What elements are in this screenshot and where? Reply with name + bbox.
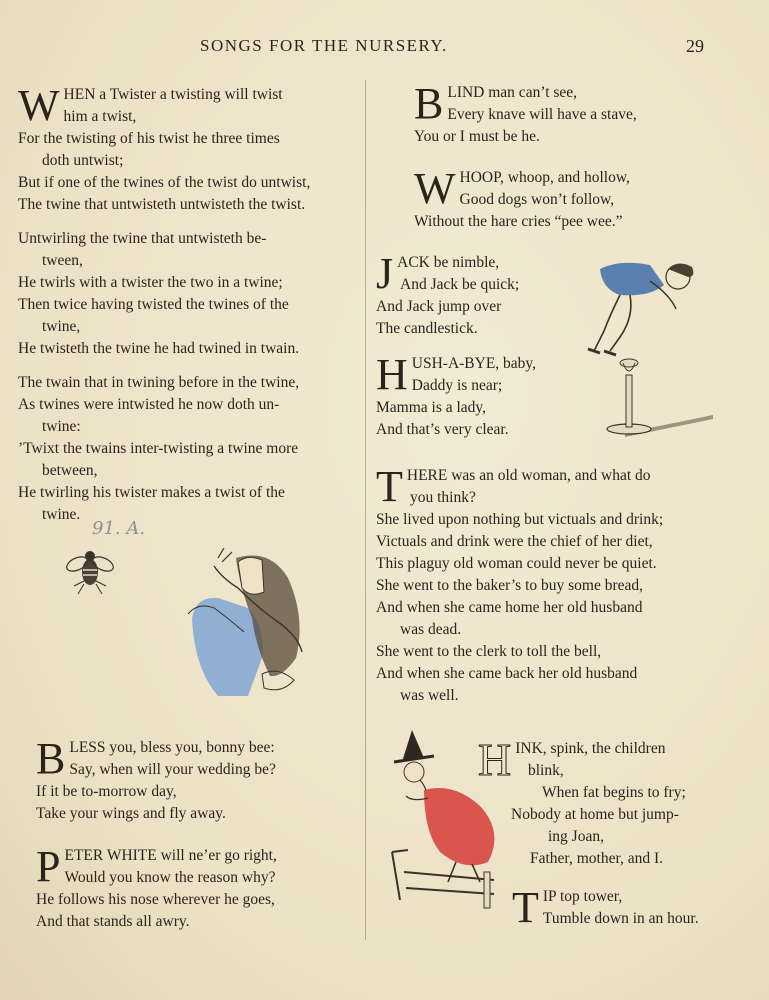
poem-line: you think? (410, 489, 476, 506)
poem-line: The candlestick. (376, 320, 478, 337)
poem-line: Would you know the reason why? (64, 869, 276, 886)
poem-line: And that’s very clear. (376, 421, 509, 438)
running-title: SONGS FOR THE NURSERY. (200, 36, 448, 55)
twister-stanza-2 (18, 228, 363, 360)
poem-line: But if one of the twines of the twist do untwist, (18, 174, 311, 191)
poem-line: You or I must be he. (414, 128, 540, 145)
poem-line: between, (42, 462, 98, 479)
drop-cap: H (376, 350, 408, 399)
poem-line: Mamma is a lady, (376, 399, 487, 416)
twister-poem (18, 81, 363, 538)
whoop-poem (414, 164, 744, 233)
poem-line: She went to the clerk to toll the bell, (376, 643, 602, 660)
poem-line: He twirls with a twister the two in a twine; (18, 274, 283, 291)
poem-line: If it be to-morrow day, (36, 783, 177, 800)
poem-line: Victuals and drink were the chief of her diet, (376, 533, 653, 550)
poem-line: When fat begins to fry; (542, 784, 686, 801)
hush-a-bye-poem (376, 350, 596, 441)
poem-line: Father, mother, and I. (530, 850, 664, 867)
poem-line: And Jack jump over (376, 298, 502, 315)
poem-line: twine, (42, 318, 81, 335)
jumping-jack-illustration (580, 255, 705, 360)
drop-cap: H (478, 734, 512, 785)
poem-line: blink, (528, 762, 564, 779)
hink-spink-poem (478, 734, 728, 870)
poem-line: tween, (42, 252, 83, 269)
drop-cap: T (376, 462, 403, 511)
poem-line: He follows his nose wherever he goes, (36, 891, 275, 908)
bee-illustration (64, 540, 116, 598)
jack-poem (376, 249, 576, 340)
poem-line: Nobody at home but jump- (511, 806, 679, 823)
poem-line: Say, when will your wedding be? (69, 761, 276, 778)
poem-line: Good dogs won’t follow, (459, 191, 615, 208)
poem-line: Tumble down in an hour. (542, 910, 699, 927)
drop-cap: B (36, 734, 66, 783)
poem-line: ’Twixt the twains inter-twisting a twine more (18, 440, 299, 457)
page-header (0, 36, 769, 60)
poem-line: was well. (400, 687, 459, 704)
poem-line: She lived upon nothing but victuals and drink; (376, 511, 664, 528)
handwritten-note: 91. A. (92, 518, 146, 539)
poem-line: The twine that untwisteth untwisteth the twist. (18, 196, 306, 213)
tip-top-tower-poem (512, 883, 732, 932)
poem-line: twine. (42, 506, 81, 523)
poem-line: And when she came home her old husband (376, 599, 643, 616)
poem-line: He twisteth the twine he had twined in twain. (18, 340, 300, 357)
drop-cap: B (414, 79, 444, 128)
drop-cap: P (36, 842, 61, 891)
drop-cap: W (414, 164, 456, 213)
poem-line: was dead. (400, 621, 462, 638)
line-text: USH-A-BYE, baby, (411, 355, 537, 372)
girl-illustration (178, 548, 313, 696)
drop-cap: J (376, 249, 394, 298)
poem-line: Then twice having twisted the twines of the (18, 296, 289, 313)
line-text: INK, spink, the children (515, 740, 666, 757)
poem-line: And when she came back her old husband (376, 665, 638, 682)
page-number: 29 (686, 36, 704, 56)
line-text: LIND man can’t see, (447, 84, 578, 101)
blind-man-poem (414, 79, 744, 148)
poem-line: twine: (42, 418, 81, 435)
poem-line: Untwirling the twine that untwisteth be- (18, 230, 267, 247)
poem-line: Daddy is near; (411, 377, 503, 394)
column-divider (365, 80, 366, 940)
line-text: ETER WHITE will ne’er go right, (64, 847, 277, 864)
line-text: ACK be nimble, (397, 254, 500, 271)
poem-line: And Jack be quick; (400, 276, 520, 293)
poem-line: And that stands all awry. (36, 913, 190, 930)
poem-line: The twain that in twining before in the twine, (18, 374, 300, 391)
drop-cap: W (18, 81, 60, 130)
poem-line: He twirling his twister makes a twist of the (18, 484, 285, 501)
poem-line: For the twisting of his twist he three times (18, 130, 280, 147)
candlestick-illustration (595, 355, 715, 440)
poem-line: As twines were intwisted he now doth un- (18, 396, 280, 413)
bonny-bee-poem (36, 734, 356, 825)
old-woman-poem (376, 462, 721, 707)
line-text: HEN a Twister a twisting will twist (63, 86, 283, 103)
twister-stanza-3 (18, 372, 363, 526)
poem-line: Every knave will have a stave, (447, 106, 637, 123)
poem-line: doth untwist; (42, 152, 124, 169)
twister-stanza-1 (18, 81, 363, 216)
line-text: HOOP, whoop, and hollow, (459, 169, 630, 186)
poem-line: him a twist, (63, 108, 137, 125)
poem-line: ing Joan, (548, 828, 604, 845)
peter-white-poem (36, 842, 356, 933)
drop-cap: T (512, 883, 539, 932)
poem-line: This plaguy old woman could never be quiet. (376, 555, 657, 572)
poem-line: She went to the baker’s to buy some bread, (376, 577, 644, 594)
poem-line: Take your wings and fly away. (36, 805, 226, 822)
line-text: IP top tower, (542, 888, 623, 905)
line-text: LESS you, bless you, bonny bee: (69, 739, 275, 756)
poem-line: Without the hare cries “pee wee.” (414, 213, 623, 230)
line-text: HERE was an old woman, and what do (406, 467, 651, 484)
